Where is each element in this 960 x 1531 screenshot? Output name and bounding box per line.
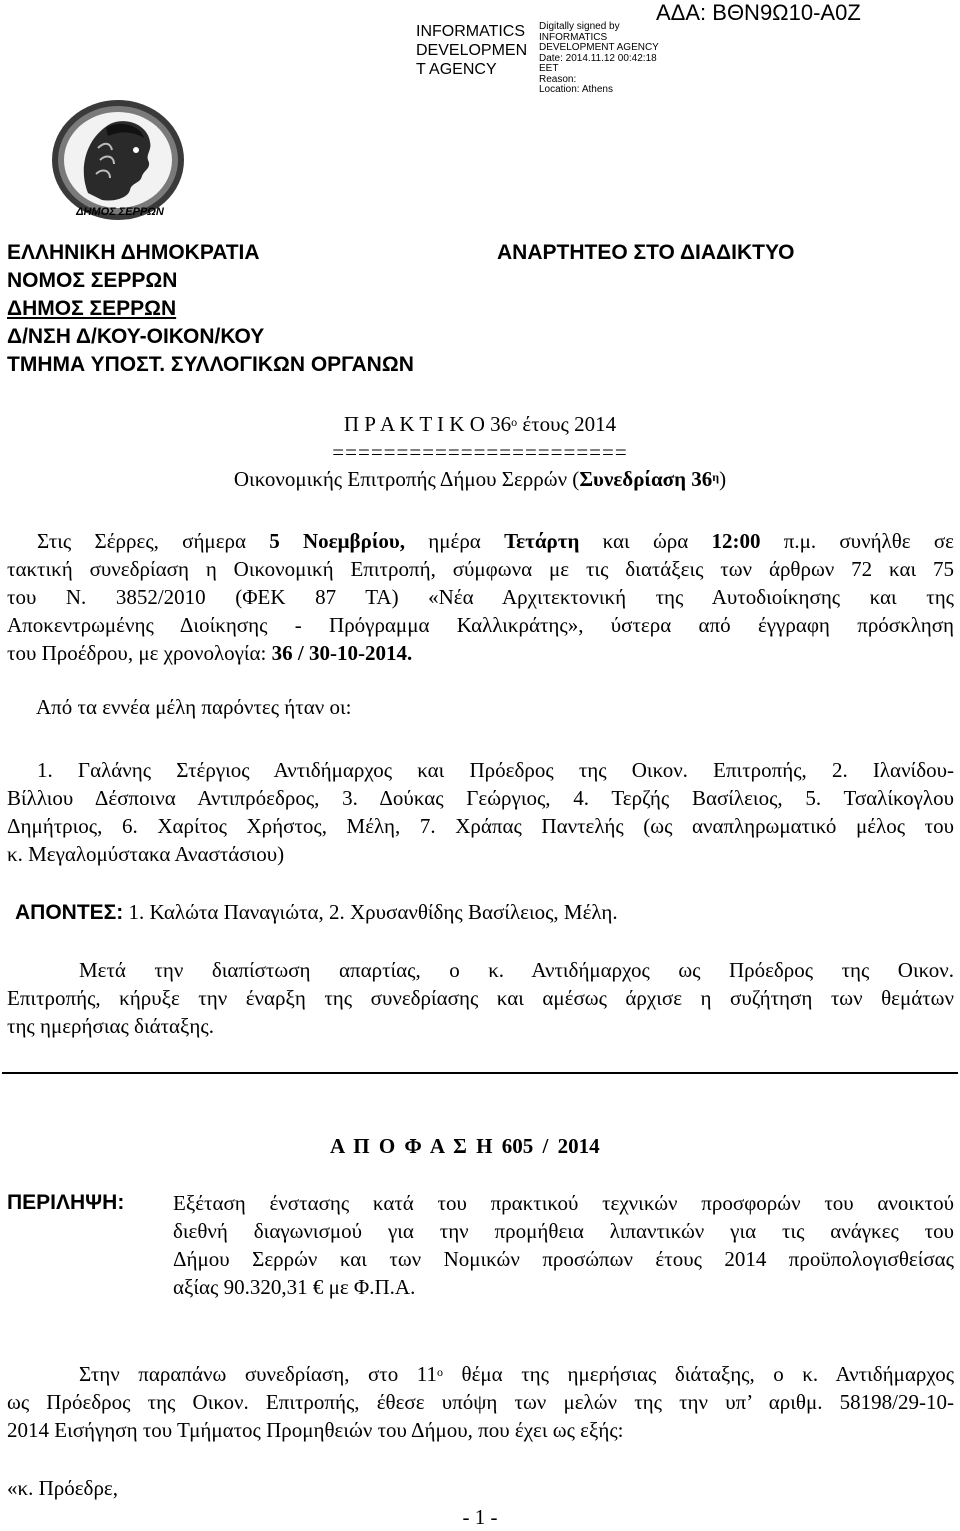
signature-detail: Reason: (539, 73, 577, 85)
header-line: ΝΟΜΟΣ ΣΕΡΡΩΝ (7, 269, 178, 292)
meeting-time: 12:00 (711, 529, 761, 553)
intro-text: Στις Σέρρες, σήμερα (37, 529, 270, 553)
signature-detail: INFORMATICS (539, 31, 608, 43)
signer-line: T AGENCY (416, 61, 497, 78)
intro-text: του Προέδρου, με χρονολογία: (7, 641, 272, 665)
decision-title: Α Π Ο Φ Α Σ Η 605 / 2014 (330, 1134, 600, 1158)
ada-code: ΑΔΑ: ΒΘΝ9Ω10-Α0Ζ (656, 0, 861, 25)
title-rule: ======================= (332, 440, 628, 464)
summary-line: Δήμου Σερρών και των Νομικών προσώπων έτους 2014 προϋπολογισθείσας (173, 1247, 954, 1271)
intro-text: και ώρα (579, 529, 712, 553)
summary-line: Εξέταση ένστασης κατά του πρακτικού τεχνικών προσφορών του ανοικτού (173, 1191, 954, 1215)
signature-detail: Location: Athens (539, 84, 613, 95)
invitation-ref: 36 / 30-10-2014. (271, 641, 413, 665)
absent-line (15, 898, 618, 927)
header-line: ΔΗΜΟΣ ΣΕΡΡΩΝ (7, 297, 177, 320)
intro-text: ημέρα (405, 529, 505, 553)
present-line: κ. Μεγαλομύστακα Αναστάσιου) (7, 842, 285, 866)
meeting-date: 5 Νοεμβρίου, (269, 529, 406, 553)
meeting-day: Τετάρτη (504, 529, 580, 553)
minutes-subtitle (0, 465, 960, 493)
body-line: 2014 Εισήγηση του Τμήματος Προμηθειών του Δήμου, που έχει ως εξής: (7, 1418, 624, 1442)
header-line: ΤΜΗΜΑ ΥΠΟΣΤ. ΣΥΛΛΟΓΙΚΩΝ ΟΡΓΑΝΩΝ (7, 353, 414, 376)
municipality-seal-logo (48, 98, 188, 233)
intro-line (37, 527, 954, 555)
intro-text: π.μ. συνήλθε σε (760, 529, 955, 553)
present-heading: Από τα εννέα μέλη παρόντες ήταν οι: (36, 695, 352, 719)
quorum-line: της ημερήσιας διάταξης. (7, 1014, 214, 1038)
absent-text: 1. Καλώτα Παναγιώτα, 2. Χρυσανθίδης Βασίλειος, Μέλη. (123, 900, 618, 924)
intro-line: τακτική συνεδρίαση η Οικονομική Επιτροπή, σύμφωνα με τις διατάξεις των άρθρων 72 και 75 (7, 557, 954, 581)
signature-detail: Digitally signed by (539, 21, 620, 32)
signature-details (539, 22, 669, 96)
quorum-line: Επιτροπής, κήρυξε την έναρξη της συνεδρίασης και αμέσως άρχισε η συζήτηση των θεμάτων (7, 986, 954, 1010)
seal-caption: ΔΗΜΟΣ ΣΕΡΡΩΝ (76, 206, 164, 218)
present-line: Βίλλιου Δέσποινα Αντιπρόεδρος, 3. Δούκας Γεώργιος, 4. Τερζής Βασίλειος, 5. Τσαλίκογλου (7, 786, 954, 810)
subtitle-prefix: Οικονομικής Επιτροπής Δήμου Σερρών ( (233, 467, 580, 491)
title-prefix: Π Ρ Α Κ Τ Ι Κ Ο 36 (343, 412, 512, 436)
title-sup: ο (511, 415, 518, 429)
section-divider (2, 1072, 958, 1074)
absent-label: ΑΠΟΝΤΕΣ: (15, 901, 124, 924)
body-line: ως Πρόεδρος της Οικον. Επιτροπής, έθεσε υπόψη των μελών της την υπ’ αριθμ. 58198/29-10- (7, 1390, 954, 1414)
header-line: Δ/ΝΣΗ Δ/ΚΟΥ-ΟΙΚΟΝ/ΚΟΥ (7, 325, 265, 348)
body-text: Στην παραπάνω συνεδρίαση, στο 11 (79, 1362, 438, 1386)
summary-line: διεθνή διαγωνισμού για την προμήθεια λιπαντικών για τις ανάγκες του (173, 1219, 954, 1243)
signature-detail: DEVELOPMENT AGENCY (539, 42, 659, 53)
intro-line (7, 639, 954, 667)
subtitle-session: Συνεδρίαση 36 (579, 467, 713, 491)
minutes-title (0, 410, 960, 438)
subtitle-suffix: ) (719, 467, 727, 491)
signer-line: DEVELOPMEN (416, 42, 528, 59)
publish-notice: ΑΝΑΡΤΗΤΕΟ ΣΤΟ ΔΙΑΔΙΚΤΥΟ (497, 241, 795, 264)
body-line (79, 1360, 954, 1388)
page-number: - 1 - (462, 1505, 498, 1529)
intro-line: του Ν. 3852/2010 (ΦΕΚ 87 ΤΑ) «Νέα Αρχιτεκτονική της Αυτοδιοίκησης και της (7, 585, 954, 609)
signature-signer (416, 22, 534, 79)
closing-salutation: «κ. Πρόεδρε, (7, 1476, 118, 1500)
summary-label: ΠΕΡΙΛΗΨΗ: (7, 1191, 125, 1214)
signature-detail: EET (539, 63, 559, 74)
subtitle-sup: η (712, 470, 720, 484)
intro-line: Αποκεντρωμένης Διοίκησης - Πρόγραμμα Καλλικράτης», ύστερα από έγγραφη πρόσκληση (7, 613, 954, 637)
signer-line: INFORMATICS (416, 23, 526, 40)
header-line: ΕΛΛΗΝΙΚΗ ΔΗΜΟΚΡΑΤΙΑ (7, 241, 260, 264)
signature-detail: Date: 2014.11.12 00:42:18 (539, 52, 657, 64)
body-text: θέμα της ημερήσιας διάταξης, ο κ. Αντιδήμαρχος (443, 1362, 955, 1386)
present-line: Δημήτριος, 6. Χαρίτος Χρήστος, Μέλη, 7. Χράπας Παντελής (ως αναπληρωματικό μέλος του (7, 814, 954, 838)
present-line: 1. Γαλάνης Στέργιος Αντιδήμαρχος και Πρόεδρος της Οικον. Επιτροπής, 2. Ιλανίδου- (37, 758, 954, 782)
title-suffix: έτους 2014 (517, 412, 617, 436)
quorum-line: Μετά την διαπίστωση απαρτίας, ο κ. Αντιδήμαρχος ως Πρόεδρος της Οικον. (79, 958, 954, 982)
body-sup: ο (437, 1365, 444, 1379)
summary-line: αξίας 90.320,31 € με Φ.Π.Α. (173, 1275, 416, 1299)
issuer-header (7, 239, 414, 379)
